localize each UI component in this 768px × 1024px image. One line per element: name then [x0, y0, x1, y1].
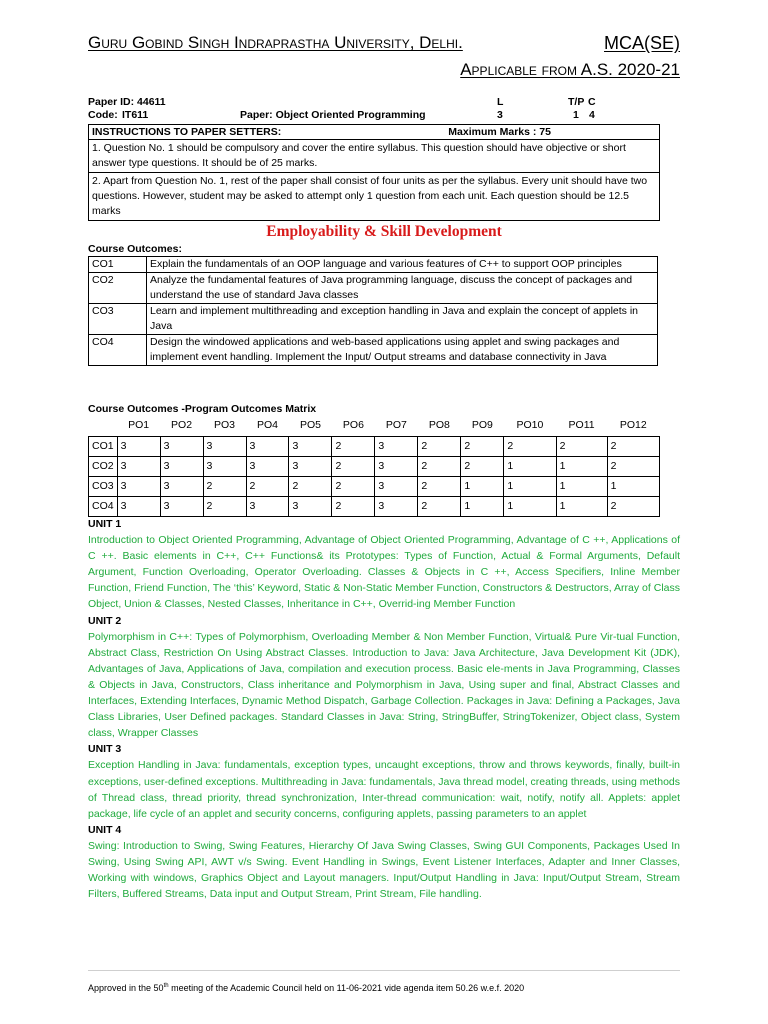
matrix-cell: 2: [461, 436, 504, 456]
matrix-cell: 3: [246, 436, 289, 456]
matrix-cell: 1: [556, 476, 607, 496]
matrix-header-row: [89, 415, 660, 436]
matrix-cell: 3: [117, 456, 160, 476]
matrix-cell: 2: [461, 456, 504, 476]
matrix-cell: 2: [203, 496, 246, 516]
programme-name: MCA(SE): [604, 33, 680, 53]
course-outcomes-table: [88, 256, 658, 366]
matrix-col-header: PO12: [619, 419, 647, 432]
unit-title: UNIT 3: [88, 743, 122, 756]
university-name: Guru Gobind Singh Indraprastha University, Delhi.: [88, 33, 463, 52]
c-label: C: [588, 96, 596, 108]
matrix-cell: 2: [556, 436, 607, 456]
matrix-cell: 2: [504, 436, 556, 456]
unit-content: Exception Handling in Java: fundamentals, exception types, uncaught exceptions, throw and throws keywords, finally, built-in exceptions, user-defined exceptions. Multithreading in Java: fundamentals, Java thread model, creating threads, using methods of Thread class, thread priority, thread synchronization, Inter-thread communication: wait, notify, notify all. Applets: applet package, life cycle of an applet and security concerns, configuring applets, passing parameters to an applet: [88, 759, 680, 820]
matrix-cell: 3: [117, 436, 160, 456]
code-label: Code:: [88, 109, 118, 121]
matrix-cell: 3: [289, 496, 332, 516]
matrix-row-header: CO3: [89, 476, 118, 496]
matrix-row-header: CO2: [89, 456, 118, 476]
unit-content: Introduction to Object Oriented Programming, Advantage of Object Oriented Programming, Advantage of C ++, Applications of C ++. Basic elements in C++, C++ Functions& its Prototypes: Types of Function, Actual & Formal Arguments, Default Argument, Function Overloading, Operator Overloading. Classes & Objects in C ++, Access Specifiers, Inline Member Function, Friend Function, The ‘this’ Keyword, Static & Non-Static Member Function, Constructors & Destructors, Array of Class Object, Union & Classes, Nested Classes, Inheritance in C++, Overrid-ing Member Function: [88, 534, 680, 611]
matrix-cell: 3: [203, 436, 246, 456]
unit-content: Polymorphism in C++: Types of Polymorphism, Overloading Member & Non Member Function, Virtual& Pure Vir-tual Function, Abstract Class, Restriction On Using Abstract Classes. Introduction to Java: Java Architecture, Java Development Kit (JDK), Advantages of Java, Applications of Java, compilation and execution process. Basic ele-ments in Java Programming, Classes & Objects in Java, Constructors, Class inheritance and Polymorphism in Java, Using super and final, Abstract Classes and Interfaces, Extending Interfaces, Dynamic Method Dispatch, Garbage Collection. Packages in Java: Defining a Packages, Java Class Libraries, User Defined packages. Standard Classes in Java: String, StringBuffer, StringTokenizer, Object class, System class, Wrapper Classes: [88, 630, 680, 740]
footer-divider: [88, 970, 680, 971]
matrix-cell: 2: [607, 456, 659, 476]
unit-title: UNIT 4: [88, 823, 122, 836]
code-value: IT611: [122, 109, 149, 121]
table-row: [89, 273, 658, 304]
matrix-cell: 3: [246, 496, 289, 516]
matrix-cell: 3: [203, 456, 246, 476]
matrix-cell: 3: [117, 496, 160, 516]
table-row: [89, 476, 660, 496]
co-text: Analyze the fundamental features of Java programming language, discuss the concept of packages and understand the use of standard Java classes: [147, 273, 658, 304]
matrix-cell: 1: [504, 496, 556, 516]
matrix-cell: 1: [607, 476, 659, 496]
table-row: [89, 456, 660, 476]
matrix-col-header: PO9: [471, 419, 493, 432]
matrix-col-header: PO11: [568, 419, 595, 432]
matrix-cell: 3: [289, 436, 332, 456]
tp-value: 1: [573, 109, 579, 121]
matrix-col-header: PO6: [342, 419, 364, 432]
table-row: [89, 436, 660, 456]
table-row: [89, 496, 660, 516]
matrix-col-header: PO1: [128, 419, 150, 432]
paper-name: Paper: Object Oriented Programming: [240, 109, 426, 121]
co-id: CO1: [89, 257, 147, 273]
co-text: Explain the fundamentals of an OOP language and various features of C++ to support OOP principles: [147, 257, 658, 273]
matrix-cell: 1: [556, 456, 607, 476]
page-footer: [88, 983, 524, 993]
matrix-col-header: PO7: [385, 419, 407, 432]
matrix-cell: 1: [504, 476, 556, 496]
co-id: CO2: [89, 273, 147, 304]
matrix-corner: [89, 415, 118, 436]
matrix-col-header: PO5: [299, 419, 321, 432]
footer-superscript: th: [163, 983, 169, 989]
matrix-cell: 2: [418, 456, 461, 476]
matrix-col-header: PO3: [214, 419, 236, 432]
matrix-cell: 3: [160, 496, 203, 516]
matrix-cell: 2: [418, 496, 461, 516]
matrix-cell: 3: [117, 476, 160, 496]
matrix-cell: 3: [160, 476, 203, 496]
syllabus-units: [88, 516, 680, 902]
table-row: [89, 304, 658, 335]
table-row: [89, 257, 658, 273]
footer-text-after: meeting of the Academic Council held on 11-06-2021 vide agenda item 50.26 w.e.f. 2020: [168, 983, 525, 993]
matrix-cell: 2: [332, 436, 375, 456]
unit-title: UNIT 1: [88, 518, 122, 530]
matrix-cell: 3: [160, 456, 203, 476]
matrix-cell: 1: [504, 456, 556, 476]
matrix-cell: 3: [289, 456, 332, 476]
matrix-cell: 1: [461, 496, 504, 516]
matrix-cell: 3: [375, 436, 418, 456]
matrix-body: [89, 436, 660, 516]
matrix-cell: 2: [289, 476, 332, 496]
matrix-cell: 2: [332, 496, 375, 516]
table-row: [89, 335, 658, 366]
matrix-col-header: PO4: [256, 419, 278, 432]
matrix-cell: 3: [375, 496, 418, 516]
co-id: CO3: [89, 304, 147, 335]
matrix-cell: 3: [160, 436, 203, 456]
matrix-cell: 2: [607, 496, 659, 516]
matrix-cell: 2: [332, 476, 375, 496]
matrix-cell: 3: [375, 456, 418, 476]
co-text: Learn and implement multithreading and exception handling in Java and explain the concept of applets in Java: [147, 304, 658, 335]
unit-title: UNIT 2: [88, 614, 122, 627]
matrix-row-header: CO4: [89, 496, 118, 516]
instruction-item: 2. Apart from Question No. 1, rest of the paper shall consist of four units as per the syllabus. Every unit should have two questions. However, student may be asked to attempt only 1 question from each unit. Each question should be 12.5 marks: [89, 172, 659, 220]
maximum-marks: Maximum Marks : 75: [448, 126, 551, 138]
matrix-cell: 2: [607, 436, 659, 456]
page-header: [88, 33, 680, 54]
matrix-col-header: PO8: [428, 419, 450, 432]
course-outcomes-title: Course Outcomes:: [88, 243, 182, 255]
co-id: CO4: [89, 335, 147, 366]
l-label: L: [497, 96, 504, 108]
paper-meta: [88, 96, 680, 122]
matrix-cell: 2: [246, 476, 289, 496]
matrix-row-header: CO1: [89, 436, 118, 456]
matrix-cell: 1: [461, 476, 504, 496]
matrix-col-header: PO10: [516, 419, 544, 432]
matrix-cell: 2: [203, 476, 246, 496]
co-po-matrix: [88, 415, 660, 517]
matrix-cell: 2: [418, 436, 461, 456]
matrix-title: Course Outcomes -Program Outcomes Matrix: [88, 403, 317, 415]
paper-id: Paper ID: 44611: [88, 96, 166, 108]
footer-text-before: Approved in the 50: [88, 983, 164, 993]
matrix-cell: 3: [246, 456, 289, 476]
instructions-heading: INSTRUCTIONS TO PAPER SETTERS:: [92, 126, 282, 138]
instruction-item: 1. Question No. 1 should be compulsory and cover the entire syllabus. This question should have objective or short answer type questions. It should be of 25 marks.: [92, 142, 626, 169]
co-text: Design the windowed applications and web-based applications using applet and swing packages and implement event handling. Implement the Input/ Output streams and database connectivity in Java: [147, 335, 658, 366]
matrix-cell: 2: [418, 476, 461, 496]
matrix-cell: 3: [375, 476, 418, 496]
applicable-session: Applicable from A.S. 2020-21: [460, 60, 680, 79]
employability-tagline: Employability & Skill Development: [266, 223, 502, 240]
matrix-cell: 1: [556, 496, 607, 516]
c-value: 4: [589, 109, 595, 121]
instructions-box: [88, 124, 660, 221]
l-value: 3: [497, 109, 503, 121]
instructions-heading-row: [89, 125, 659, 140]
unit-content: Swing: Introduction to Swing, Swing Features, Hierarchy Of Java Swing Classes, Swing GUI Components, Packages Used In Swing, Using Swing API, AWT v/s Swing. Event Handling in Swings, Event Listener Interfaces, Adapter and Inner Classes, Working with windows, Graphics Object and Layout managers. Input/Output Handling in Java: Input/Output Stream, Stream Filters, Buffered Streams, Data input and Output Stream, Print Stream, File handling.: [88, 839, 680, 901]
tp-label: T/P: [568, 96, 585, 108]
matrix-cell: 2: [332, 456, 375, 476]
matrix-col-header: PO2: [171, 419, 193, 432]
